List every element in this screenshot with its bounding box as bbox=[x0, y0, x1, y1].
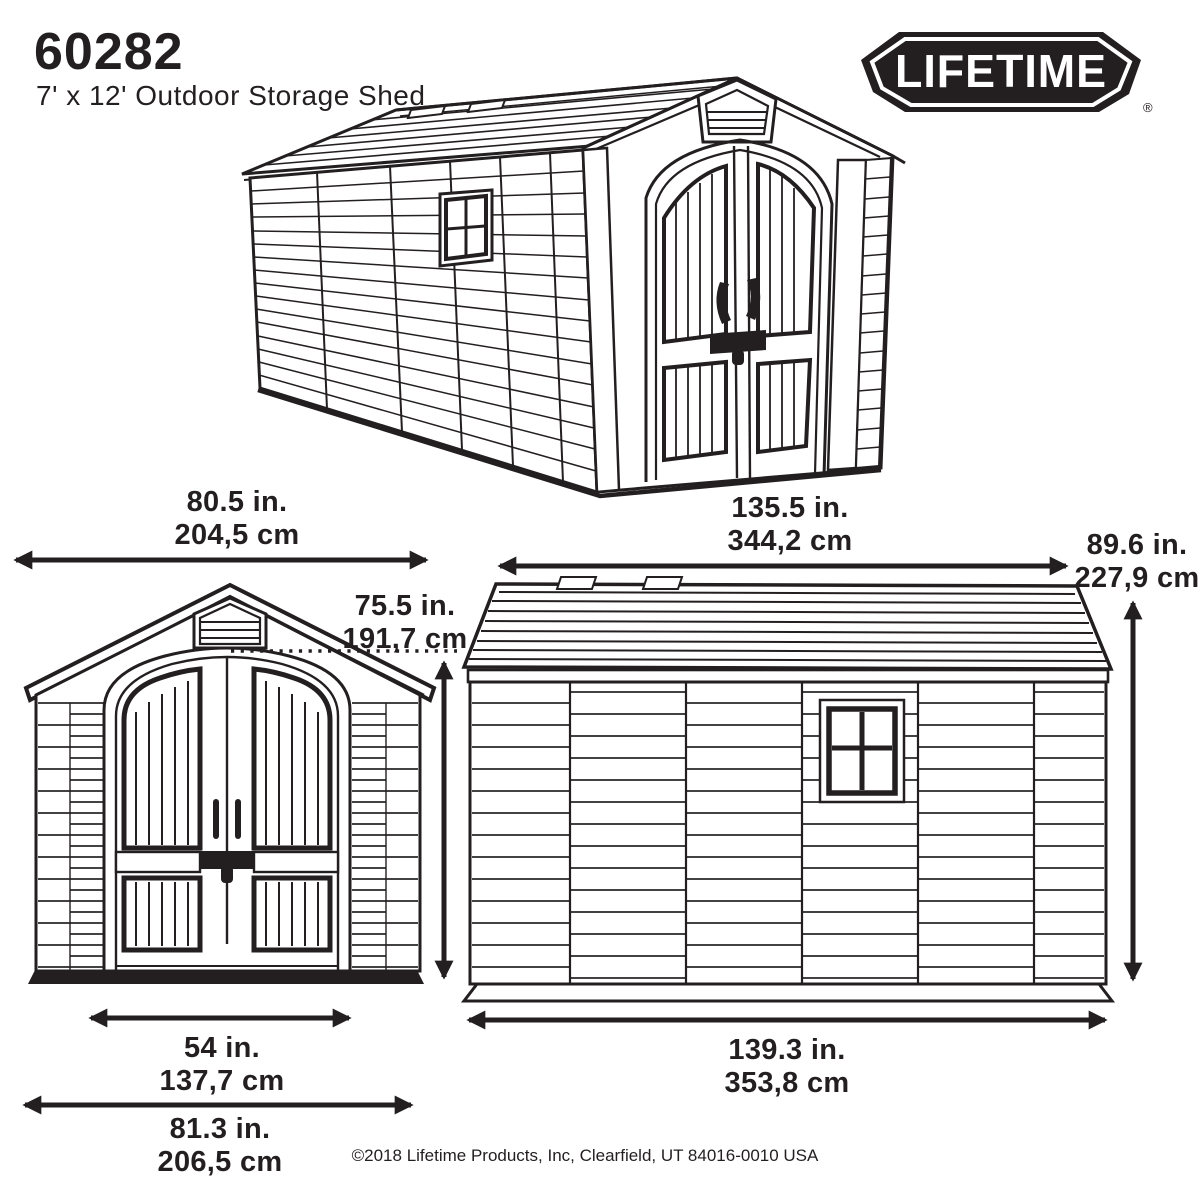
dim-side-peak-height bbox=[1007, 529, 1200, 595]
dim-door-width-cm: 137,7 cm bbox=[159, 1065, 285, 1097]
brand-logo bbox=[855, 24, 1147, 120]
product-title: 7' x 12' Outdoor Storage Shed bbox=[36, 80, 426, 111]
front-door-handle bbox=[213, 799, 219, 839]
side-skylight bbox=[557, 577, 596, 589]
iso-door-panel bbox=[664, 362, 726, 460]
iso-side-window bbox=[440, 190, 492, 266]
dim-length-top-in: 135.5 in. bbox=[731, 492, 849, 524]
dim-side-base-length-cm: 353,8 cm bbox=[724, 1067, 850, 1099]
iso-view bbox=[242, 78, 905, 496]
dim-side-peak-height-in: 89.6 in. bbox=[1086, 529, 1188, 561]
iso-front bbox=[583, 78, 905, 492]
dim-length-top-cm: 344,2 cm bbox=[727, 525, 853, 557]
side-wall bbox=[470, 682, 1106, 984]
front-siding-left2 bbox=[70, 702, 104, 970]
dim-side-base-length-in: 139.3 in. bbox=[728, 1034, 846, 1066]
front-door-padlock bbox=[221, 866, 233, 883]
registered-trademark: ® bbox=[1143, 100, 1153, 115]
side-window bbox=[820, 700, 904, 802]
lifetime-logo-badge bbox=[855, 24, 1147, 120]
dim-front-base-width-cm: 206,5 cm bbox=[157, 1146, 283, 1178]
front-floor bbox=[28, 970, 424, 984]
dim-length-top bbox=[615, 492, 965, 558]
side-view bbox=[464, 577, 1112, 1001]
copyright-line: ©2018 Lifetime Products, Inc, Clearfield, UT 84016-0010 USA bbox=[351, 1146, 819, 1165]
front-siding-right2 bbox=[352, 702, 386, 970]
dim-front-peak-height-cm: 191,7 cm bbox=[342, 623, 468, 655]
dim-side-base-length bbox=[612, 1034, 962, 1100]
iso-door-padlock bbox=[732, 350, 744, 365]
side-skylight bbox=[643, 577, 682, 589]
dim-door-width-in: 54 in. bbox=[184, 1032, 260, 1064]
side-eave bbox=[468, 670, 1108, 682]
dim-front-base-width-in: 81.3 in. bbox=[169, 1113, 271, 1145]
front-door-handle bbox=[235, 799, 241, 839]
iso-door-panel bbox=[758, 360, 810, 452]
dim-front-peak-height-in: 75.5 in. bbox=[354, 590, 456, 622]
front-doors bbox=[104, 648, 350, 971]
dim-front-width-cm: 204,5 cm bbox=[174, 519, 300, 551]
dim-front-width bbox=[62, 486, 412, 552]
product-model: 60282 bbox=[34, 23, 184, 81]
dim-door-width bbox=[47, 1032, 397, 1098]
dim-front-width-in: 80.5 in. bbox=[186, 486, 288, 518]
side-skid bbox=[464, 984, 1112, 1001]
dim-front-peak-height bbox=[300, 590, 510, 656]
dim-side-peak-height-cm: 227,9 cm bbox=[1074, 562, 1200, 594]
lifetime-logo-text: LIFETIME bbox=[895, 45, 1107, 97]
